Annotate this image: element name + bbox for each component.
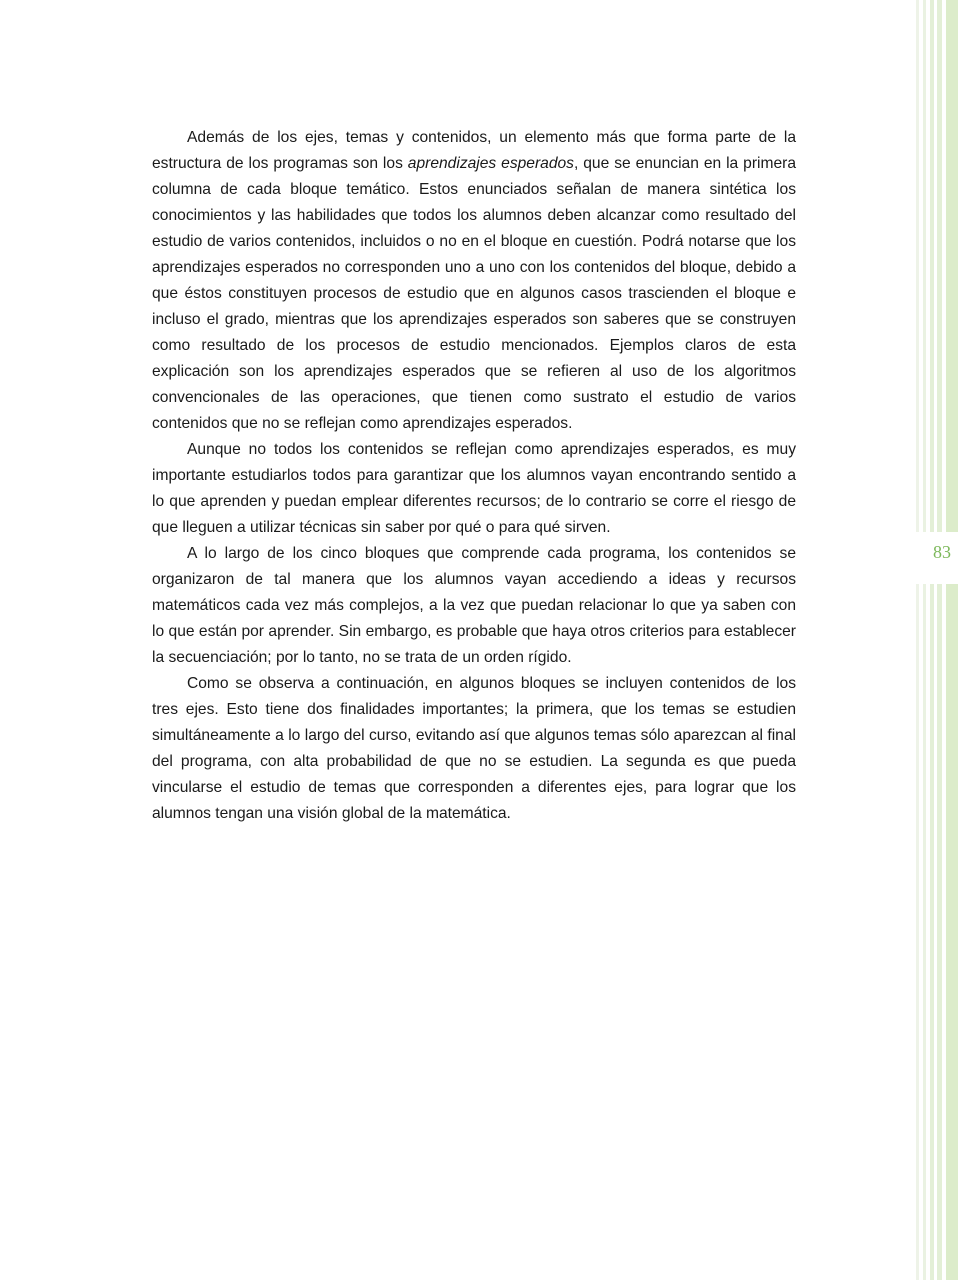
paragraph bbox=[152, 125, 796, 437]
decorative-margin-stripes bbox=[914, 0, 960, 1280]
emphasized-term: aprendizajes esperados bbox=[407, 155, 574, 172]
paragraph: A lo largo de los cinco bloques que comprende cada programa, los contenidos se organizaron de tal manera que los alumnos vayan accediendo a ideas y recursos matemáticos cada vez más complejos, a la vez que puedan relacionar lo que ya saben con lo que están por aprender. Sin embargo, es probable que haya otros criterios para establecer la secuenciación; por lo tanto, no se trata de un orden rígido. bbox=[152, 545, 796, 666]
document-body bbox=[152, 125, 796, 827]
paragraph: Como se observa a continuación, en algunos bloques se incluyen contenidos de los tres ejes. Esto tiene dos finalidades importantes; la primera, que los temas se estudien simultáneamente a lo largo del curso, evitando así que algunos temas sólo aparezcan al final del programa, con alta probabilidad de que no se estudien. La segunda es que pueda vincularse el estudio de temas que corresponden a diferentes ejes, para lograr que los alumnos tengan una visión global de la matemática. bbox=[152, 675, 796, 822]
page-number: 83 bbox=[933, 542, 951, 562]
paragraph-text: Además de los ejes, temas y contenidos, un elemento más que forma parte de la estructura de los programas son los bbox=[152, 129, 796, 172]
paragraph-text: , que se enuncian en la primera columna de cada bloque temático. Estos enunciados señalan de manera sintética los conocimientos y las habilidades que todos los alumnos deben alcanzar como resultado del estudio de varios contenidos, incluidos o no en el bloque en cuestión. Podrá notarse que los aprendizajes esperados no corresponden uno a uno con los contenidos del bloque, debido a que éstos constituyen procesos de estudio que en algunos casos trascienden el bloque e incluso el grado, mientras que los aprendizajes esperados son saberes que se construyen como resultado de los procesos de estudio mencionados. Ejemplos claros de esta explicación son los aprendizajes esperados que se refieren al uso de los algoritmos convencionales de las operaciones, que tienen como sustrato el estudio de varios contenidos que no se reflejan como aprendizajes esperados. bbox=[152, 155, 797, 432]
paragraph: Aunque no todos los contenidos se reflejan como aprendizajes esperados, es muy importante estudiarlos todos para garantizar que los alumnos vayan encontrando sentido a lo que aprenden y puedan emplear diferentes recursos; de lo contrario se corre el riesgo de que lleguen a utilizar técnicas sin saber por qué o para qué sirven. bbox=[152, 441, 796, 536]
